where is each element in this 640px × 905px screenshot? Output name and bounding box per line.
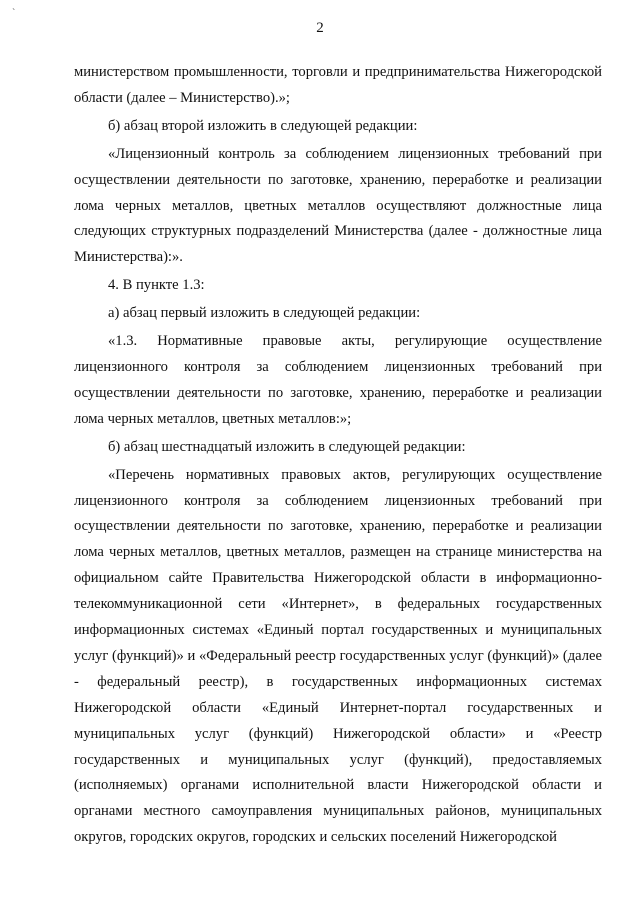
- document-body: [74, 60, 602, 851]
- scan-mark: `: [12, 8, 16, 19]
- paragraph-6: «1.3. Нормативные правовые акты, регулирующие осуществление лицензионного контроля за соблюдением лицензионных требований при осуществлении деятельности по заготовке, хранению, переработке и реализации лома черных металлов, цветных металлов:»;: [74, 333, 602, 427]
- paragraph-7: б) абзац шестнадцатый изложить в следующей редакции:: [108, 438, 466, 455]
- paragraph-8: «Перечень нормативных правовых актов, регулирующих осуществление лицензионного контроля за соблюдением лицензионных требований при осуществлении деятельности по заготовке, хранению, переработке и реализации лома черных металлов, цветных металлов, размещен на странице министерства на официальном сайте Правительства Нижегородской области в информационно-телекоммуникационной сети «Интернет», в федеральных государственных информационных системах «Единый портал государственных и муниципальных услуг (функций)» и «Федеральный реестр государственных услуг (функций)» (далее - федеральный реестр), в государственных информационных системах Нижегородской области «Единый Интернет-портал государственных и муниципальных услуг (функций) Нижегородской области» и «Реестр государственных и муниципальных услуг (функций), предоставляемых (исполняемых) органами исполнительной власти Нижегородской области и органами местного самоуправления муниципальных районов, муниципальных округов, городских округов, городских и сельских поселений Нижегородской: [74, 466, 602, 846]
- paragraph-4: 4. В пункте 1.3:: [108, 277, 205, 294]
- paragraph-5: а) абзац первый изложить в следующей редакции:: [108, 305, 421, 322]
- page-number: 2: [316, 20, 324, 36]
- paragraph-2: б) абзац второй изложить в следующей редакции:: [108, 117, 418, 134]
- paragraph-1: министерством промышленности, торговли и предпринимательства Нижегородской области (далее – Министерство).»;: [74, 64, 602, 106]
- paragraph-3: «Лицензионный контроль за соблюдением лицензионных требований при осуществлении деятельности по заготовке, хранению, переработке и реализации лома черных металлов, цветных металлов осуществляют должностные лица следующих структурных подразделений Министерства (далее - должностные лица Министерства):».: [74, 145, 602, 266]
